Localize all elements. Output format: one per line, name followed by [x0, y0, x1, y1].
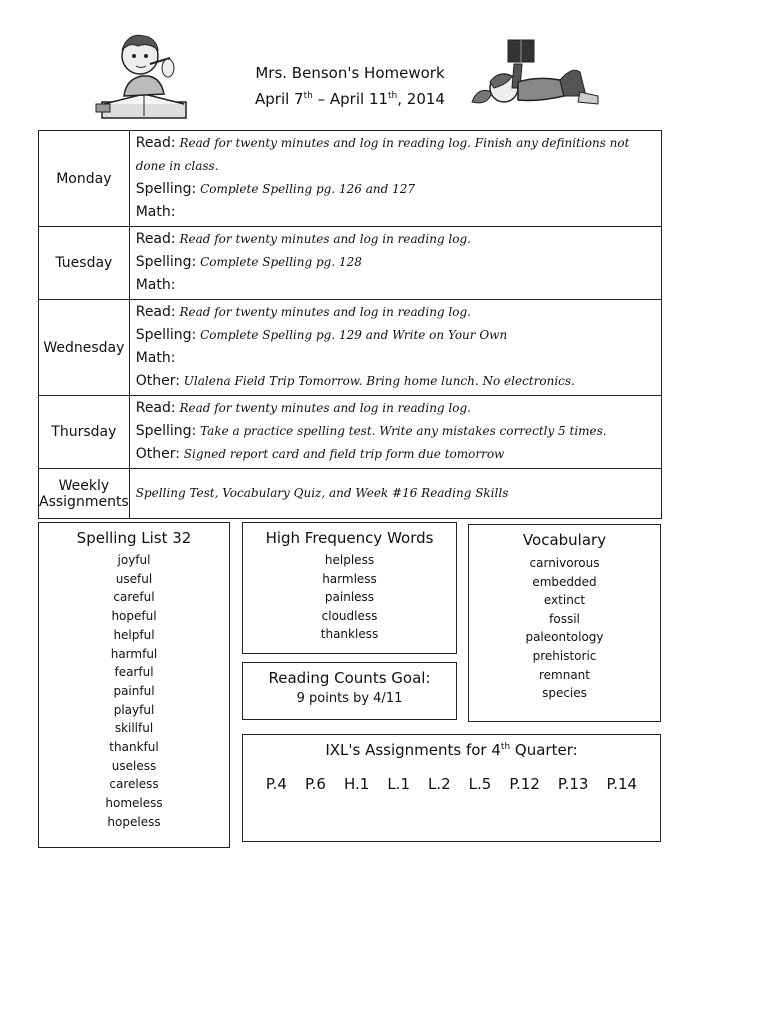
- list-item: prehistoric: [532, 648, 597, 663]
- list-item: playful: [113, 702, 155, 717]
- page-title: Mrs. Benson's Homework: [255, 64, 445, 82]
- spelling-list-title: Spelling List 32: [76, 529, 192, 547]
- boy-reading-illustration: [94, 24, 194, 124]
- list-item: helpful: [113, 627, 155, 642]
- list-item: careless: [109, 777, 159, 792]
- tasks-monday: [129, 131, 661, 227]
- list-item: useful: [115, 571, 153, 586]
- task-read: Read: Read for twenty minutes and log in reading log.: [135, 304, 471, 320]
- spelling-list-box: [38, 522, 230, 848]
- list-item: skillful: [114, 721, 154, 736]
- task-math: Math:: [135, 277, 176, 293]
- list-item: embedded: [532, 574, 597, 589]
- list-item: careful: [113, 590, 155, 605]
- list-item: harmless: [322, 571, 377, 586]
- list-item: species: [542, 686, 587, 701]
- list-item: thankless: [320, 627, 379, 642]
- weekly-assignments: [129, 469, 661, 519]
- list-item: hopeless: [107, 814, 161, 829]
- task-read: Read: Read for twenty minutes and log in reading log.: [135, 231, 471, 247]
- list-item: paleontology: [525, 630, 604, 645]
- task-read: Read: Read for twenty minutes and log in reading log.: [135, 400, 471, 416]
- ixl-skill: L.2: [427, 775, 451, 793]
- ixl-skill: P.14: [606, 775, 638, 793]
- ixl-skill: H.1: [343, 775, 370, 793]
- reading-goal-value: 9 points by 4/11: [296, 691, 403, 706]
- ixl-skill: P.12: [509, 775, 540, 793]
- task-other: Other: Ulalena Field Trip Tomorrow. Bring home lunch. No electronics.: [135, 373, 575, 389]
- task-other: Other: Signed report card and field trip form due tomorrow: [135, 446, 505, 462]
- table-row: [39, 227, 662, 300]
- tasks-wednesday: [129, 300, 661, 396]
- day-monday: Monday: [39, 131, 130, 227]
- ixl-skill-list: [243, 775, 660, 793]
- day-tuesday: Tuesday: [39, 227, 130, 300]
- list-item: helpless: [324, 553, 375, 567]
- weekly-assignments-label: Weekly Assignments: [39, 469, 130, 519]
- list-item: hopeful: [111, 609, 157, 624]
- reading-goal-title: Reading Counts Goal:: [268, 669, 431, 687]
- list-item: remnant: [538, 667, 590, 682]
- task-spelling: Spelling: Complete Spelling pg. 129 and Write on Your Own: [135, 327, 508, 343]
- task-read: Read: Read for twenty minutes and log in reading log. Finish any definitions not done in class.: [135, 135, 630, 173]
- weekly-assignments-text: Spelling Test, Vocabulary Quiz, and Week #16 Reading Skills: [135, 486, 509, 500]
- list-item: harmful: [110, 646, 158, 661]
- ixl-skill: P.4: [265, 775, 287, 793]
- ixl-skill: L.1: [387, 775, 410, 793]
- list-item: extinct: [543, 593, 586, 608]
- list-item: homeless: [105, 796, 163, 811]
- tasks-thursday: [129, 396, 661, 469]
- ixl-skill: P.13: [557, 775, 589, 793]
- task-spelling: Spelling: Take a practice spelling test. Write any mistakes correctly 5 times.: [135, 423, 607, 439]
- list-item: fossil: [549, 611, 580, 626]
- task-spelling: Spelling: Complete Spelling pg. 128: [135, 254, 362, 270]
- vocabulary-title: Vocabulary: [522, 531, 607, 549]
- list-item: thankful: [109, 740, 159, 755]
- day-thursday: Thursday: [39, 396, 130, 469]
- reading-counts-goal-box: [242, 662, 457, 720]
- day-wednesday: Wednesday: [39, 300, 130, 396]
- list-item: useless: [111, 758, 157, 773]
- ixl-skill: P.6: [304, 775, 326, 793]
- list-item: carnivorous: [529, 556, 600, 570]
- task-math: Math:: [135, 204, 176, 220]
- high-frequency-words-box: [242, 522, 457, 654]
- list-item: painful: [113, 683, 155, 698]
- list-item: joyful: [117, 553, 151, 567]
- table-row: [39, 469, 662, 519]
- ixl-skill: L.5: [468, 775, 492, 793]
- ixl-title: IXL's Assignments for 4th Quarter:: [325, 741, 578, 759]
- ixl-assignments-box: [242, 734, 661, 842]
- vocabulary-box: [468, 524, 661, 722]
- list-item: cloudless: [321, 608, 378, 623]
- task-spelling: Spelling: Complete Spelling pg. 126 and 127: [135, 181, 415, 197]
- list-item: painless: [324, 590, 375, 605]
- high-frequency-title: High Frequency Words: [265, 529, 434, 547]
- girl-reading-illustration: [468, 36, 602, 112]
- date-range: April 7th – April 11th, 2014: [255, 90, 445, 108]
- tasks-tuesday: [129, 227, 661, 300]
- task-math: Math:: [135, 350, 176, 366]
- homework-schedule-table: [38, 130, 662, 519]
- list-item: fearful: [114, 665, 154, 680]
- table-row: [39, 300, 662, 396]
- table-row: [39, 131, 662, 227]
- table-row: [39, 396, 662, 469]
